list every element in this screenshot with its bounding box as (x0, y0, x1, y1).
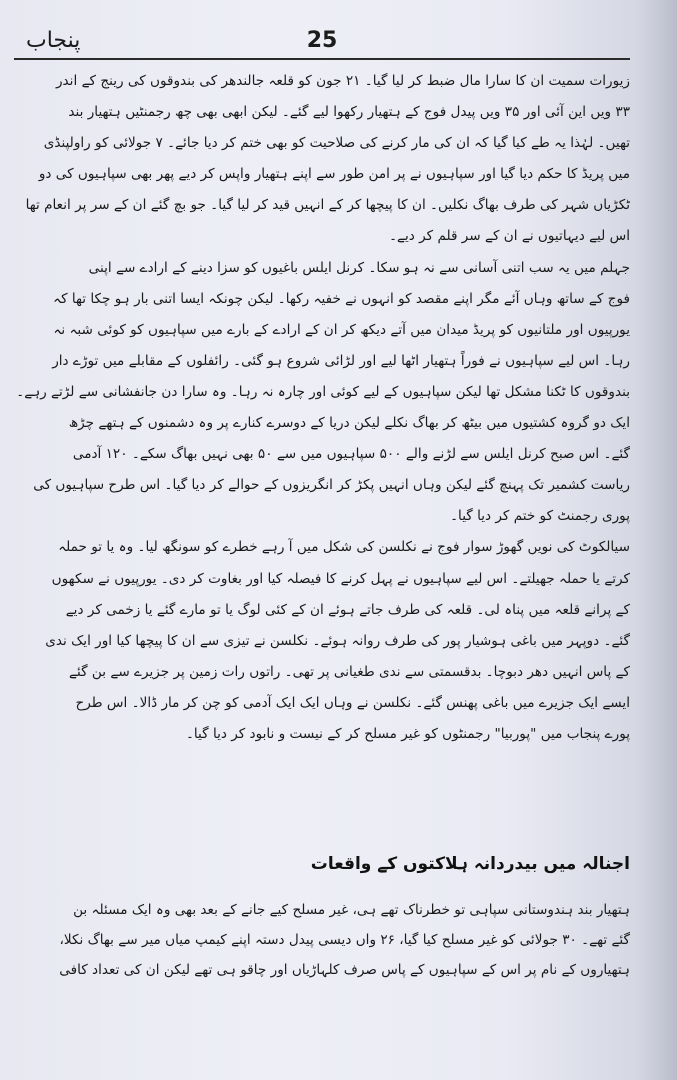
text-line: سیالکوٹ کی نویں گھوڑ سوار فوج نے نکلسن کی شکل میں آ رہے خطرے کو سونگھ لیا۔ وہ یا تو حملہ (58, 539, 630, 556)
text-line: گئے۔ اس صبح کرنل ایلس سے لڑنے والے ۵۰۰ سپاہیوں میں سے ۵۰ بھی نہیں بھاگ سکے۔ ۱۲۰ آدمی (72, 446, 630, 463)
text-line: ۳۳ ویں این آئی اور ۳۵ ویں پیدل فوج کے ہتھیار رکھوا لیے گئے۔ لیکن ابھی بھی چھ رجمنٹیں ہتھیار بند (68, 104, 630, 121)
text-line: ایسے ایک جزیرے میں باغی پھنس گئے۔ نکلسن نے وہاں ایک ایک آدمی کو چن کر مار ڈالا۔ اس طرح (75, 694, 630, 711)
page-edge-shadow (637, 0, 677, 1080)
text-line: جہلم میں یہ سب اتنی آسانی سے نہ ہو سکا۔ کرنل ایلس باغیوں کو سزا دینے کے ارادے سے اپنی (88, 259, 630, 276)
text-line: میں پریڈ کا حکم دیا گیا اور سپاہیوں نے پر امن طور سے اپنے ہتھیار واپس کر دیے پھر بھی سپاہیوں کی دو (38, 166, 630, 183)
text-line: بندوقوں کا ٹکنا مشکل تھا لیکن سپاہیوں کے لیے کوئی اور چارہ نہ رہا۔ وہ سارا دن جانفشانی سے لڑتے رہے۔ (16, 383, 630, 400)
text-line: یورپیوں اور ملتانیوں کو پریڈ میدان میں آتے دیکھ کر ان کے ارادے کے بارے میں سپاہیوں کو کوئی شبہ نہ (53, 321, 630, 338)
text-line: اس لیے دیہاتیوں نے ان کے سر قلم کر دیے۔ (389, 228, 630, 245)
text-line: فوج کے ساتھ وہاں آئے مگر اپنے مقصد کو انہوں نے خفیہ رکھا۔ لیکن چونکہ ایسا اتنی بار ہو چکا تھا کہ (53, 290, 630, 307)
text-line: پورے پنجاب میں "پوربیا" رجمنٹوں کو غیر مسلح کر کے نیست و نابود کر دیا گیا۔ (185, 725, 630, 742)
text-line: پوری رجمنٹ کو ختم کر دیا گیا۔ (450, 508, 630, 525)
text-line: زیورات سمیت ان کا سارا مال ضبط کر لیا گیا۔ ۲۱ جون کو قلعہ جالندھر کی بندوقوں کی رینج کے اندر (55, 73, 630, 89)
text-line: ہتھیاروں کے نام پر اس کے سپاہیوں کے پاس صرف کلہاڑیاں اور چاقو ہی تھے لیکن ان کی تعداد کافی (59, 962, 630, 979)
section-heading: اجنالہ میں بیدردانہ ہلاکتوں کے واقعات (310, 854, 630, 874)
text-line: گئے تھے۔ ۳۰ جولائی کو غیر مسلح کیا گیا، ۲۶ واں دیسی پیدل دستہ اپنے کیمپ میاں میر سے بھاگ نکلا، (59, 932, 630, 949)
text-line: کے پرانے قلعہ میں پناہ لی۔ قلعہ کی طرف جاتے ہوئے ان کے کئی لوگ یا تو مارے گئے یا زخمی کر دیے (65, 601, 630, 618)
text-line: ٹکڑیاں شہر کی طرف بھاگ نکلیں۔ ان کا پیچھا کر کے انہیں قید کر لیا گیا۔ جو بچ گئے ان کے سر پر انعام تھا (25, 197, 630, 214)
text-line: ریاست کشمیر تک پہنچ گئے لیکن وہاں انہیں پکڑ کر انگریزوں کے حوالے کر دیا گیا۔ اس طرح سپاہیوں کی (33, 477, 630, 494)
text-line: کرتے یا حملہ جھیلتے۔ اس لیے سپاہیوں نے پہل کرنے کا فیصلہ کیا اور بغاوت کر دی۔ یورپیوں نے سکھوں (51, 570, 630, 587)
section-text (14, 895, 630, 986)
body-text (14, 66, 630, 750)
running-title: پنجاب (26, 28, 81, 53)
text-line: رہا۔ اس لیے سپاہیوں نے فوراً ہتھیار اٹھا لیے اور لڑائی شروع ہو گئی۔ رائفلوں کے مقابلے میں توڑے دار (52, 352, 630, 369)
page-number: 25 (306, 28, 338, 53)
page-header (14, 28, 630, 60)
text-line: کے پاس انہیں دھر دبوچا۔ بدقسمتی سے ندی طغیانی پر تھی۔ راتوں رات زمین پر جزیرے سے بن گئے (69, 663, 630, 680)
text-line: ایک دو گروہ کشتیوں میں بیٹھ کر بھاگ نکلے لیکن دریا کے دوسرے کنارے پر وہ دشمنوں کے ہتھے چڑھ (68, 415, 630, 432)
text-line: گئے۔ دوپہر میں باغی ہوشیار پور کی طرف روانہ ہوئے۔ نکلسن نے تیزی سے ان کا پیچھا کیا اور ایک ندی (45, 632, 630, 649)
text-line: ہتھیار بند ہندوستانی سپاہی تو خطرناک تھے ہی، غیر مسلح کیے جانے کے بعد بھی وہ ایک مسئلہ بن (73, 902, 630, 918)
text-line: تھیں۔ لہٰذا یہ طے کیا گیا کہ ان کی مار کرنے کی صلاحیت کو بھی ختم کر دیا جائے۔ ۷ جولائی کو راولپنڈی (43, 135, 630, 152)
